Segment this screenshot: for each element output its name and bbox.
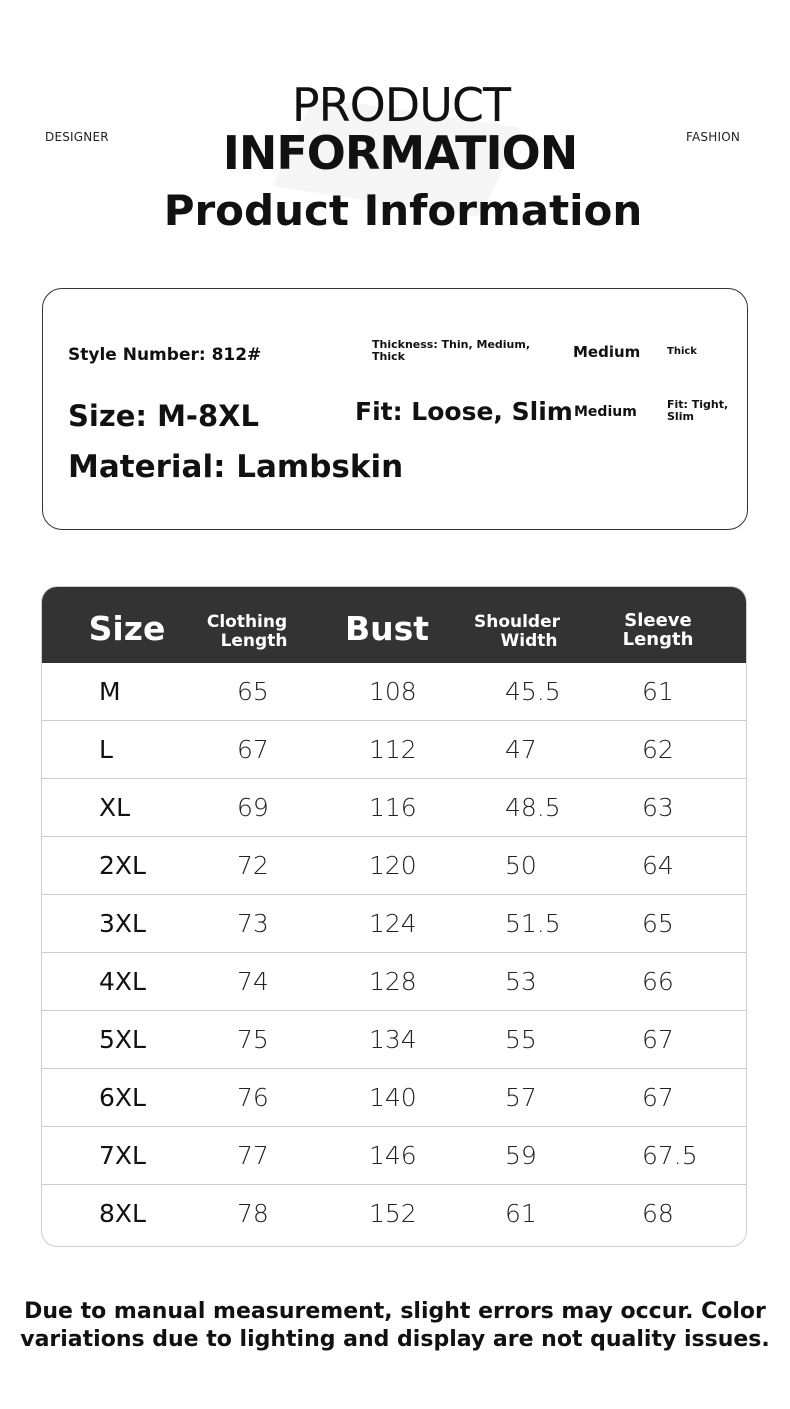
cell-shoulder-width: 50: [505, 851, 537, 880]
cell-sleeve-length: 64: [642, 851, 674, 880]
header-sleeve-length: [608, 611, 708, 649]
cell-clothing-length: 65: [237, 677, 269, 706]
cell-clothing-length: 76: [237, 1083, 269, 1112]
cell-bust: 112: [369, 735, 417, 764]
header-size: Size: [88, 609, 166, 648]
title-product-information: Product Information: [163, 186, 643, 235]
fit-selected: Medium: [574, 404, 637, 420]
cell-sleeve-length: 66: [642, 967, 674, 996]
table-row: [42, 779, 747, 837]
cell-bust: 146: [369, 1141, 417, 1170]
size-range: Size: M-8XL: [68, 399, 259, 433]
table-row: [42, 895, 747, 953]
cell-clothing-length: 69: [237, 793, 269, 822]
cell-shoulder-width: 59: [505, 1141, 537, 1170]
table-row: [42, 837, 747, 895]
product-info-card: [42, 288, 748, 530]
cell-bust: 120: [369, 851, 417, 880]
cell-shoulder-width: 48.5: [505, 793, 561, 822]
cell-size: 4XL: [99, 967, 146, 996]
cell-size: 2XL: [99, 851, 146, 880]
cell-size: L: [99, 735, 113, 764]
note-line-2: variations due to lighting and display are not quality issues.: [20, 1327, 770, 1352]
table-row: [42, 1127, 747, 1185]
table-row: [42, 1069, 747, 1127]
header-shoulder-width-line1: Shoulder: [473, 612, 561, 632]
cell-clothing-length: 74: [237, 967, 269, 996]
cell-size: 6XL: [99, 1083, 146, 1112]
cell-sleeve-length: 68: [642, 1199, 674, 1228]
thickness-selected: Medium: [573, 343, 641, 361]
size-table: [41, 586, 747, 1247]
header-shoulder-width-line2: Width: [500, 631, 558, 651]
cell-size: XL: [99, 793, 131, 822]
cell-shoulder-width: 51.5: [505, 909, 561, 938]
header-sleeve-length-line1: Sleeve: [624, 610, 692, 631]
cell-sleeve-length: 61: [642, 677, 674, 706]
note-line-1: Due to manual measurement, slight errors may occur. Color: [24, 1299, 766, 1324]
cell-clothing-length: 78: [237, 1199, 269, 1228]
header-bust: Bust: [344, 609, 430, 648]
cell-size: M: [99, 677, 121, 706]
title-information: INFORMATION: [222, 126, 578, 180]
title-product: PRODUCT: [291, 78, 511, 132]
cell-shoulder-width: 47: [505, 735, 537, 764]
cell-size: 3XL: [99, 909, 146, 938]
cell-bust: 134: [369, 1025, 417, 1054]
table-row: [42, 953, 747, 1011]
cell-bust: 152: [369, 1199, 417, 1228]
fit-options: Fit: Loose, Slim: [355, 397, 573, 426]
cell-bust: 108: [369, 677, 417, 706]
table-row: [42, 663, 747, 721]
cell-sleeve-length: 67.5: [642, 1141, 698, 1170]
header-shoulder-width: [467, 613, 567, 651]
cell-sleeve-length: 67: [642, 1083, 674, 1112]
cell-sleeve-length: 63: [642, 793, 674, 822]
cell-shoulder-width: 53: [505, 967, 537, 996]
table-row: [42, 1011, 747, 1069]
cell-clothing-length: 67: [237, 735, 269, 764]
thickness-options: Thickness: Thin, Medium, Thick: [372, 338, 531, 363]
cell-sleeve-length: 67: [642, 1025, 674, 1054]
cell-shoulder-width: 57: [505, 1083, 537, 1112]
cell-size: 7XL: [99, 1141, 146, 1170]
cell-sleeve-length: 62: [642, 735, 674, 764]
cell-clothing-length: 72: [237, 851, 269, 880]
cell-clothing-length: 77: [237, 1141, 269, 1170]
cell-size: 5XL: [99, 1025, 146, 1054]
style-number: Style Number: 812#: [68, 345, 262, 365]
thickness-alt: Thick: [667, 346, 697, 357]
measurement-note: [0, 1298, 790, 1354]
designer-label: DESIGNER: [45, 130, 109, 144]
cell-bust: 116: [369, 793, 417, 822]
header-sleeve-length-line2: Length: [622, 629, 694, 650]
fit-alt: Fit: Tight, Slim: [667, 398, 729, 423]
cell-shoulder-width: 45.5: [505, 677, 561, 706]
cell-bust: 140: [369, 1083, 417, 1112]
table-row: [42, 721, 747, 779]
cell-bust: 128: [369, 967, 417, 996]
fashion-label: FASHION: [686, 130, 741, 144]
cell-size: 8XL: [99, 1199, 146, 1228]
header-clothing-length: [197, 613, 297, 651]
table-header: [42, 587, 747, 663]
material: Material: Lambskin: [68, 449, 404, 485]
cell-clothing-length: 75: [237, 1025, 269, 1054]
cell-shoulder-width: 55: [505, 1025, 537, 1054]
cell-clothing-length: 73: [237, 909, 269, 938]
header-clothing-length-line2: Length: [220, 631, 288, 651]
cell-bust: 124: [369, 909, 417, 938]
cell-sleeve-length: 65: [642, 909, 674, 938]
header-clothing-length-line1: Clothing: [206, 612, 288, 632]
cell-shoulder-width: 61: [505, 1199, 537, 1228]
table-row: [42, 1185, 747, 1243]
